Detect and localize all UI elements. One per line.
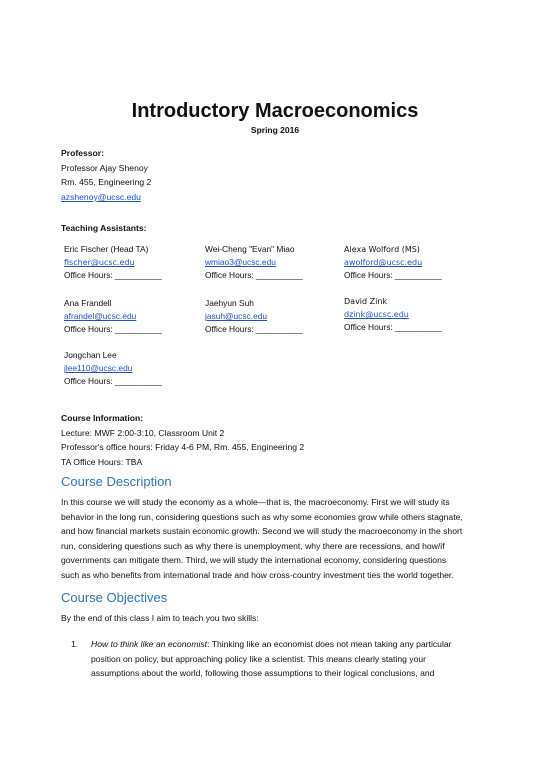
- list-item-line: position on policy, but approaching policy like a scientist. This means clearly stating your: [91, 653, 427, 664]
- list-item-line: [91, 637, 501, 652]
- lecture-info: Lecture: MWF 2:00-3:10, Classroom Unit 2: [61, 427, 225, 438]
- ta-hours: Office Hours: __________: [205, 270, 303, 281]
- course-description-text: [61, 495, 501, 583]
- course-info-section: [61, 411, 304, 469]
- list-number: 1.: [71, 639, 79, 649]
- ta-name: Jaehyun Suh: [205, 298, 254, 308]
- ta-heading: Teaching Assistants:: [61, 223, 147, 233]
- description-line: and how financial markets sustain economic growth. Second we will study the macroeconomy in the short: [61, 526, 463, 537]
- professor-heading: Professor:: [61, 148, 104, 158]
- professor-name: Professor Ajay Shenoy: [61, 162, 148, 173]
- ta-email-link[interactable]: awolford@ucsc.edu: [344, 258, 423, 268]
- ta-cell: [64, 243, 209, 283]
- description-line: In this course we will study the economy as a whole—that is, the macroeconomy. First we will study its: [61, 497, 450, 507]
- ta-name: Alexa Wolford (MS): [344, 245, 420, 254]
- ta-email-link[interactable]: afrandel@ucsc.edu: [64, 311, 137, 322]
- ta-email-link[interactable]: fischer@ucsc.edu: [64, 258, 135, 268]
- ta-cell: [205, 297, 350, 337]
- ta-hours: Office Hours: __________: [344, 270, 442, 281]
- description-line: such as who benefits from international trade and how cross-country investment ties the world together.: [61, 569, 454, 580]
- course-info-heading: Course Information:: [61, 413, 144, 423]
- ta-email-link[interactable]: jasuh@ucsc.edu: [205, 311, 268, 322]
- objectives-intro: By the end of this class I aim to teach you two skills:: [61, 613, 259, 623]
- ta-cell: [64, 297, 209, 337]
- professor-section: [61, 146, 151, 204]
- list-item-text: : Thinking like an economist does not mean taking any particular: [207, 639, 452, 649]
- ta-hours: Office Hours: __________: [64, 270, 162, 281]
- ta-cell: [344, 243, 489, 283]
- course-description-heading: Course Description: [61, 474, 172, 489]
- ta-hours-info: TA Office Hours: TBA: [61, 456, 143, 467]
- term-label: Spring 2016: [250, 125, 300, 135]
- ta-cell: [64, 349, 209, 389]
- ta-name: Wei-Cheng "Evan" Miao: [205, 244, 295, 254]
- ta-name: Eric Fischer (Head TA): [64, 244, 149, 254]
- course-objectives-heading: Course Objectives: [61, 590, 168, 605]
- ta-email-link[interactable]: jlee110@ucsc.edu: [64, 363, 133, 374]
- ta-name: Jongchan Lee: [64, 350, 117, 360]
- ta-hours: Office Hours: __________: [64, 324, 162, 335]
- ta-cell: [205, 243, 350, 283]
- ta-cell: [344, 295, 489, 335]
- ta-hours: Office Hours: __________: [344, 322, 442, 333]
- professor-hours-info: Professor's office hours: Friday 4-6 PM, Rm. 455, Engineering 2: [61, 442, 305, 453]
- list-item-lead: How to think like an economist: [91, 639, 208, 649]
- ta-email-link[interactable]: wmiao3@ucsc.edu: [205, 257, 276, 268]
- description-line: behavior in the long run, considering questions such as why some economies grow while others stagnate,: [61, 511, 463, 522]
- list-item: [91, 637, 501, 681]
- ta-email-link[interactable]: dzink@ucsc.edu: [344, 310, 409, 320]
- ta-name: David Zink: [344, 297, 388, 306]
- description-line: run, considering questions such as why there is unemployment, why there are recessions, and how/if: [61, 540, 445, 551]
- professor-email-link[interactable]: azshenoy@ucsc.edu: [61, 191, 141, 202]
- ta-hours: Office Hours: __________: [64, 376, 162, 387]
- description-line: governments can mitigate them. Third, we will study the international economy, considering questions: [61, 555, 447, 566]
- professor-office: Rm. 455, Engineering 2: [61, 177, 152, 188]
- ta-name: Ana Frandell: [64, 298, 112, 308]
- ta-hours: Office Hours: __________: [205, 324, 303, 335]
- page-title: Introductory Macroeconomics: [131, 100, 419, 122]
- list-item-line: assumptions about the world, following those assumptions to their logical conclusions, and: [91, 668, 435, 679]
